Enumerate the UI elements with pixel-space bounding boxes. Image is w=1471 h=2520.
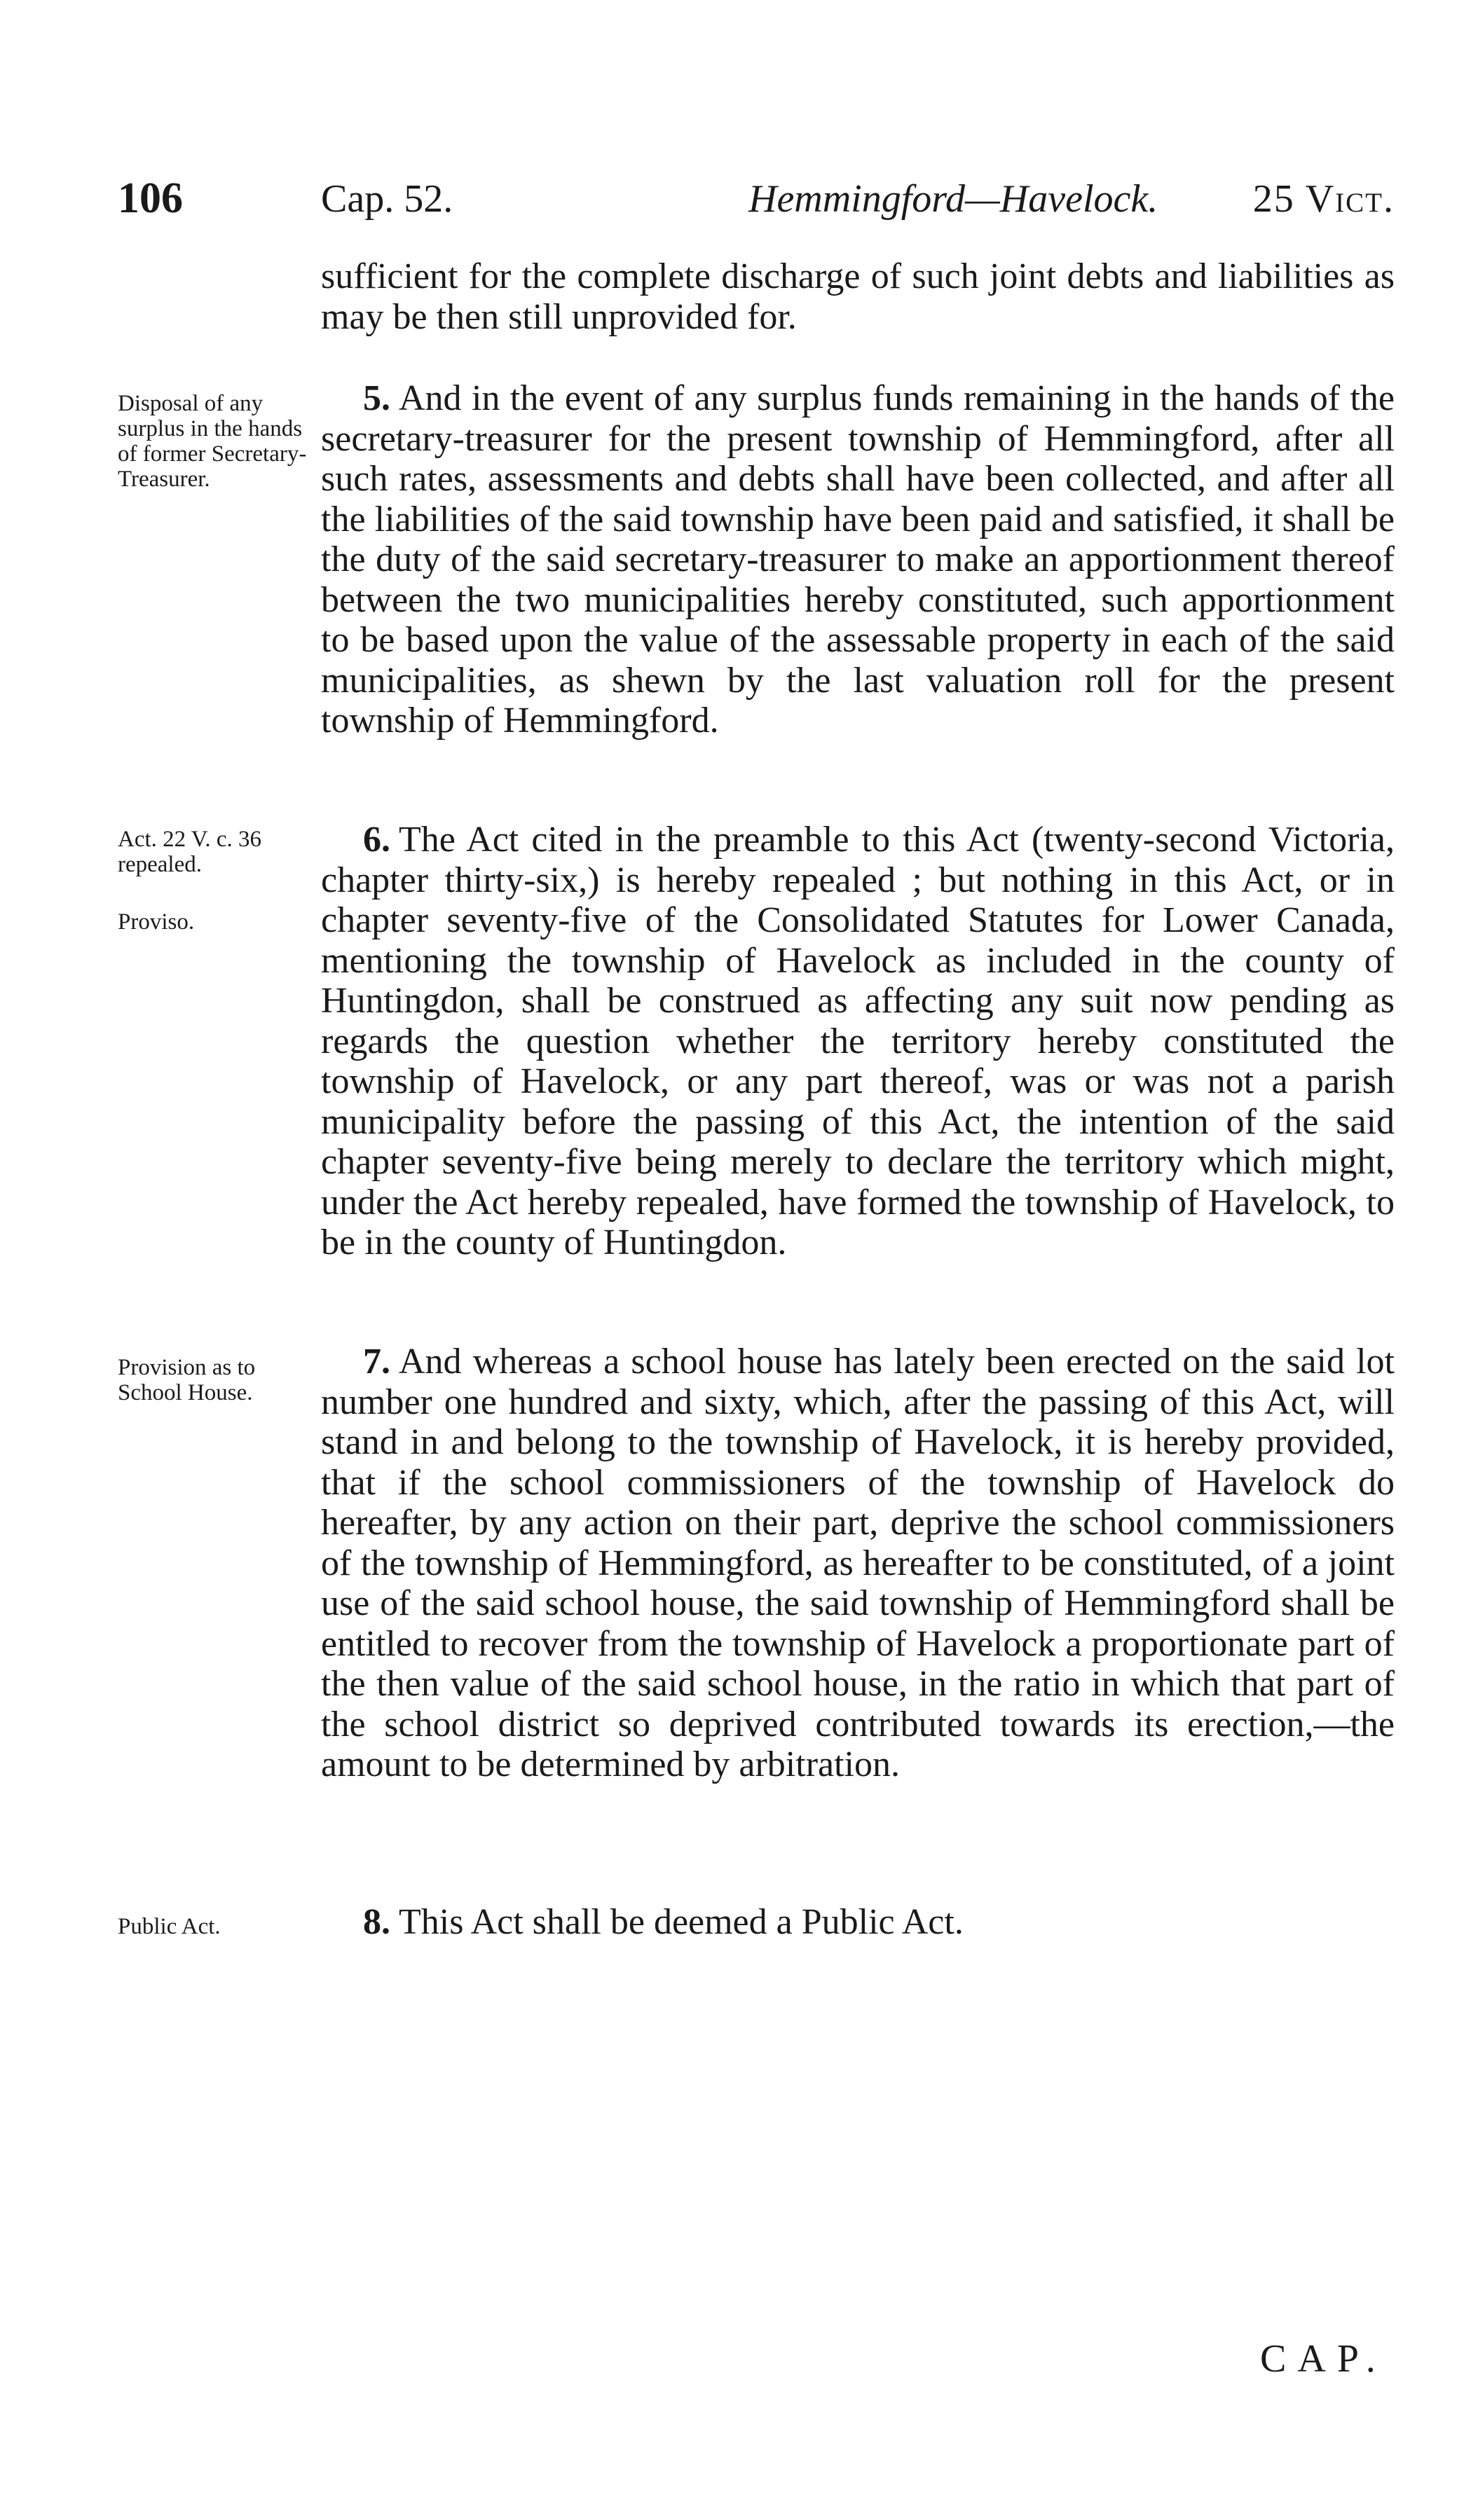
running-title: Hemmingford—Havelock.	[748, 177, 1158, 221]
page-number: 106	[118, 174, 183, 222]
section-number: 6.	[363, 820, 390, 860]
section-number: 5.	[363, 378, 390, 418]
section-5-paragraph	[321, 378, 1395, 741]
section-7-paragraph	[321, 1342, 1395, 1785]
margin-note-section-7	[118, 1355, 317, 1405]
section-text: And in the event of any surplus funds remaining in the hands of the secretary-treasurer for the present township of Hemmingford, after all such rates, assessments and debts shall have been collected, and after all the liabilities of the said township have been paid and satisfied, it shall be the duty of the said secretary-treasurer to make an apportionment thereof between the two municipalities hereby constituted, such apportionment to be based upon the value of the assessable property in each of the said municipalities, as shewn by the last valuation roll for the present township of Hemmingford.	[321, 378, 1395, 741]
catchword: CAP.	[1260, 2337, 1387, 2381]
section-8-paragraph	[321, 1902, 1395, 1943]
section-6-paragraph	[321, 820, 1395, 1263]
margin-note-text: Disposal of any surplus in the hands of former Secretary-Treasurer.	[118, 391, 307, 492]
continuation-paragraph	[321, 256, 1395, 337]
margin-note-text: Act. 22 V. c. 36 repealed.	[118, 827, 262, 877]
margin-note-section-6	[118, 827, 317, 877]
section-number: 8.	[363, 1902, 390, 1942]
section-text: The Act cited in the preamble to this Act (twenty-second Victoria, chapter thirty-six,) is hereby repealed ; but nothing in this Act, or in chapter seventy-five of the Consolidated Statutes for Lower Canada, mentioning the township of Havelock as included in the county of Huntingdon, shall be construed as affecting any suit now pending as regards the question whether the territory hereby constituted the township of Havelock, or any part thereof, was or was not a parish municipality before the passing of this Act, the intention of the said chapter seventy-five being merely to declare the territory which might, under the Act hereby repealed, have formed the township of Havelock, to be in the county of Huntingdon.	[321, 820, 1395, 1262]
continuation-text: sufficient for the complete discharge of such joint debts and liabilities as may be then still unprovided for.	[321, 256, 1395, 337]
margin-note-text: Proviso.	[118, 909, 195, 935]
margin-note-proviso	[118, 909, 317, 935]
margin-note-section-5	[118, 391, 317, 492]
section-text: And whereas a school house has lately been erected on the said lot number one hundred and sixty, which, after the passing of this Act, will stand in and belong to the township of Havelock, it is hereby provided, that if the school commissioners of the township of Havelock do hereafter, by any action on their part, deprive the school commissioners of the township of Hemmingford, as hereafter to be constituted, of a joint use of the said school house, the said township of Hemmingford shall be entitled to recover from the township of Havelock a proportionate part of the then value of the said school house, in the ratio in which that part of the school district so deprived contributed towards its erection,—the amount to be determined by arbitration.	[321, 1342, 1395, 1784]
margin-note-section-8	[118, 1914, 317, 1939]
chapter-label: Cap. 52.	[321, 177, 453, 221]
running-header	[118, 174, 1395, 230]
margin-note-text: Public Act.	[118, 1914, 221, 1939]
section-text: This Act shall be deemed a Public Act.	[399, 1902, 964, 1942]
margin-note-text: Provision as to School House.	[118, 1355, 256, 1405]
section-number: 7.	[363, 1342, 390, 1382]
regnal-year: 25 Vict.	[1252, 177, 1395, 221]
